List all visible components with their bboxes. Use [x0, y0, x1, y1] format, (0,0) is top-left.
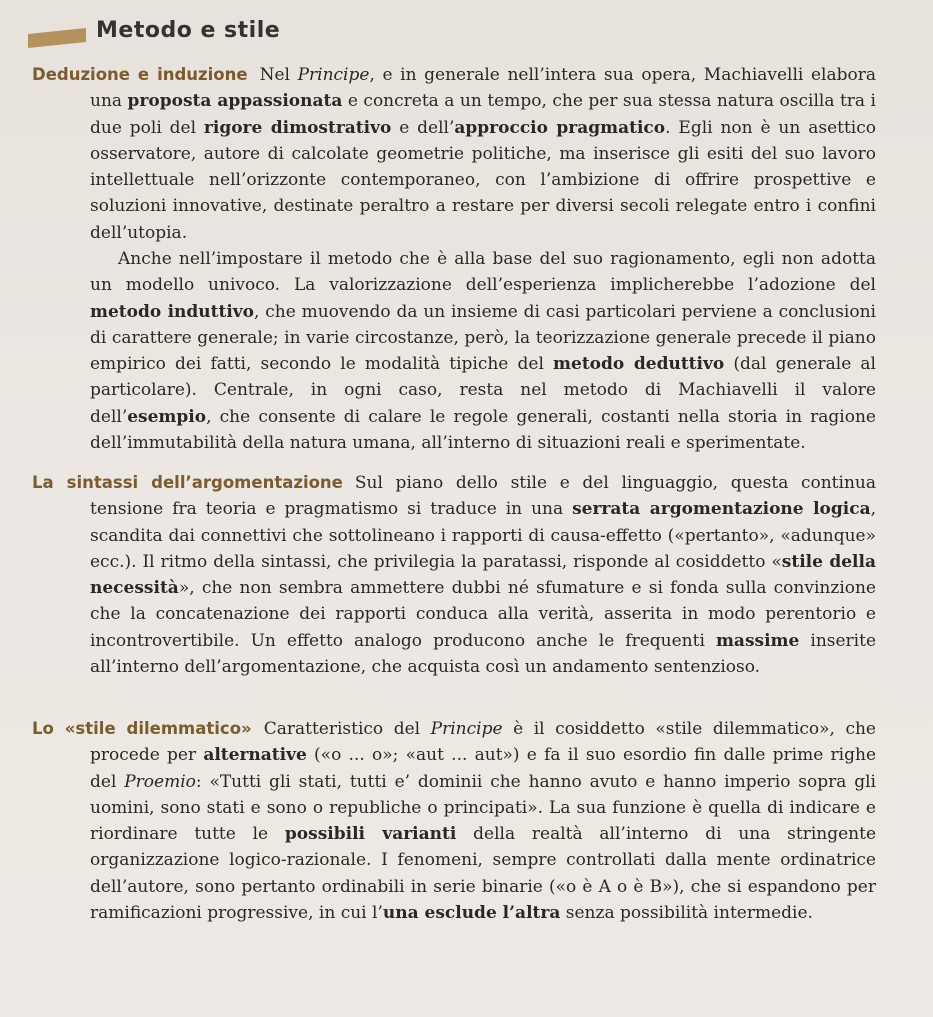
text-run: , che consente di calare le regole generali, costanti nella storia in ragione dell’immutabilità della natura umana, all’interno di situazioni reali e sperimentate. [90, 406, 876, 454]
text-run: Nel [259, 65, 298, 85]
text-run: , scandita dai connettivi che sottolineano i rapporti di causa-effetto («pertanto», «adunque» ecc.). Il ritmo della sintassi, che privilegia la paratassi, risponde al cosiddetto « [90, 499, 876, 572]
bold-term: alternative [203, 745, 307, 766]
header-accent-bar [28, 28, 86, 48]
paragraph-deduzione [32, 62, 876, 246]
text-run: senza possibilità intermedie. [560, 903, 813, 924]
text-run: , che muovendo da un insieme di casi particolari perviene a conclusioni di carattere generale; in varie circostanze, però, la teorizzazione generale precede il piano empirico dei fatti, secondo le modalità tipiche del [90, 301, 876, 375]
text-run: (dal generale al particolare). Centrale, in ogni caso, resta nel metodo di Machiavelli il valore dell’ [90, 354, 876, 427]
section-heading: Deduzione e induzione [32, 65, 248, 84]
text-run: inserite all’interno dell’argomentazione, che acquista così un andamento sentenzioso. [90, 630, 877, 678]
paragraph-metodo [90, 246, 876, 456]
bold-term: massime [715, 630, 800, 651]
text-run: Sul piano dello stile e del linguaggio, questa continua tensione fra teoria e pragmatismo si traduce in una [90, 473, 876, 520]
text-run: e concreta a un tempo, che per sua stessa natura oscilla tra i due poli del [90, 91, 876, 138]
bold-term: una esclude l’altra [382, 903, 561, 924]
text-run: . Egli non è un asettico osservatore, autore di calcolate geometrie politiche, ma inserisce gli esiti del suo lavoro intellettuale nell’orizzonte contemporaneo, con l’ambizione di offrire prospettive e soluzioni innovative, destinate peraltro a restare per diversi secoli relegate entro i confini dell’utopia. [90, 117, 876, 243]
text-run: », che non sembra ammettere dubbi né sfumature e si fonda sulla convinzione che la concatenazione dei rapporti conduca alla verità, asserita in modo perentorio e incontrovertibile. Un effetto analogo producono anche le frequenti [90, 578, 876, 651]
text-run: : «Tutti gli stati, tutti e’ dominii che hanno avuto e hanno imperio sopra gli uomini, sono stati e sono o republiche o principati». La sua funzione è quella di indicare e riordinare tutte le [90, 771, 876, 845]
paragraph-dilemmatico [32, 716, 877, 926]
bold-term: rigore dimostrativo [203, 117, 392, 138]
text-run: della realtà all’interno di una stringente organizzazione logico-razionale. I fenomeni, sempre controllati dalla mente ordinatrice dell’autore, sono pertanto ordinabili in serie binarie («o è A o è B»), che si espandono per ramificazioni progressive, in cui l’ [90, 824, 877, 924]
section-heading: Lo «stile dilemmatico» [32, 719, 252, 738]
paragraph-sintassi [32, 470, 877, 680]
text-run: («o ... o»; «aut ... aut») e fa il suo esordio fin dalle prime righe del [90, 745, 876, 792]
bold-term: proposta appassionata [127, 91, 343, 112]
text-run: e dell’ [391, 117, 455, 138]
italic-title: Proemio [124, 771, 196, 792]
italic-title: Principe [430, 719, 503, 739]
bold-term: metodo deduttivo [553, 354, 725, 375]
text-run: è il cosiddetto «stile dilemmatico», che procede per [90, 719, 876, 766]
text-run: Caratteristico del [263, 719, 431, 739]
italic-title: Principe [297, 65, 370, 85]
bold-term: approccio pragmatico [454, 117, 666, 138]
bold-term: stile della necessità [90, 551, 876, 599]
text-run: , e in generale nell’intera sua opera, Machiavelli elabora una [90, 65, 876, 112]
section-heading: La sintassi dell’argomentazione [32, 473, 343, 492]
bold-term: possibili varianti [284, 824, 457, 845]
page-title: Metodo e stile [96, 18, 281, 43]
text-run: Anche nell’impostare il metodo che è alla base del suo ragionamento, egli non adotta un modello univoco. La valorizzazione dell’esperienza implicherebbe l’adozione del [90, 249, 876, 296]
bold-term: serrata argomentazione logica [572, 499, 871, 520]
bold-term: esempio [127, 406, 207, 427]
bold-term: metodo induttivo [90, 301, 255, 322]
